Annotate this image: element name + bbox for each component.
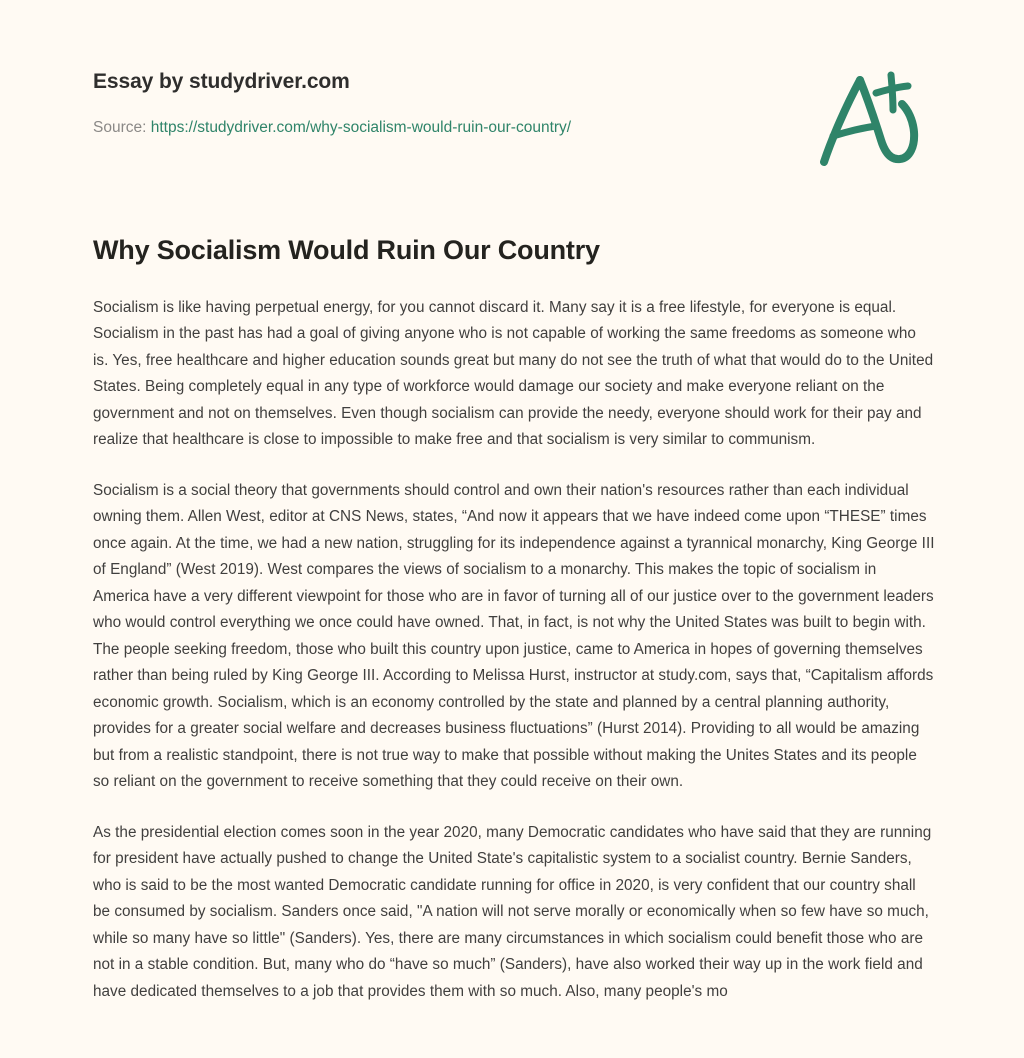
document-header (0, 0, 1024, 170)
page-title: Why Socialism Would Ruin Our Country (93, 235, 600, 265)
header-meta-block (93, 62, 571, 138)
essay-byline: Essay by studydriver.com (93, 70, 350, 93)
paragraph: As the presidential election comes soon in the year 2020, many Democratic candidates who have said that they are running for president have actually pushed to change the United State's capitalistic system to a socialist country. Bernie Sanders, who is said to be the most wanted Democratic candidate running for office in 2020, is very confident that our country shall be consumed by socialism. Sanders once said, "A nation will not serve morally or economically when so few have so much, while so many have so little" (Sanders). Yes, there are many circumstances in which socialism could benefit those who are not in a stable condition. But, many who do “have so much” (Sanders), have also worked their way up in the work field and have dedicated themselves to a job that provides them with so much. Also, many people's mo (93, 823, 932, 1000)
article-paragraphs (93, 295, 935, 1006)
paragraph: Socialism is like having perpetual energy, for you cannot discard it. Many say it is a free lifestyle, for everyone is equal. Socialism in the past has had a goal of giving anyone who is not capable of working the same freedoms as someone who is. Yes, free healthcare and higher education sounds great but many do not see the truth of what that would do to the United States. Being completely equal in any type of workforce would damage our society and make everyone reliant on the government and not on themselves. Even though socialism can provide the needy, everyone should work for their pay and realize that healthcare is close to impossible to make free and that socialism is very similar to communism. (93, 298, 934, 449)
source-url-link[interactable]: https://studydriver.com/why-socialism-would-ruin-our-country/ (150, 119, 572, 137)
article-body (0, 234, 1024, 1005)
source-line (93, 118, 571, 138)
a-plus-grade-logo-icon (812, 66, 924, 170)
source-label: Source: (93, 119, 147, 137)
paragraph: Socialism is a social theory that governments should control and own their nation's resources rather than each individual owning them. Allen West, editor at CNS News, states, “And now it appears that we have indeed come upon “THESE” times once again. At the time, we had a new nation, struggling for its independence against a tyrannical monarchy, King George III of England” (West 2019). West compares the views of socialism to a monarchy. This makes the topic of socialism in America have a very different viewpoint for those who are in favor of turning all of our justice over to the government leaders who would control everything we once could have owned. That, in fact, is not why the United States was built to begin with. The people seeking freedom, those who built this country upon justice, came to America in hopes of governing themselves rather than being ruled by King George III. According to Melissa Hurst, instructor at study.com, says that, “Capitalism affords economic growth. Socialism, which is an economy controlled by the state and planned by a central planning authority, provides for a greater social welfare and decreases business fluctuations” (Hurst 2014). Providing to all would be amazing but from a realistic standpoint, there is not true way to make that possible without making the Unites States and its people so reliant on the government to receive something that they could receive on their own. (93, 481, 935, 791)
